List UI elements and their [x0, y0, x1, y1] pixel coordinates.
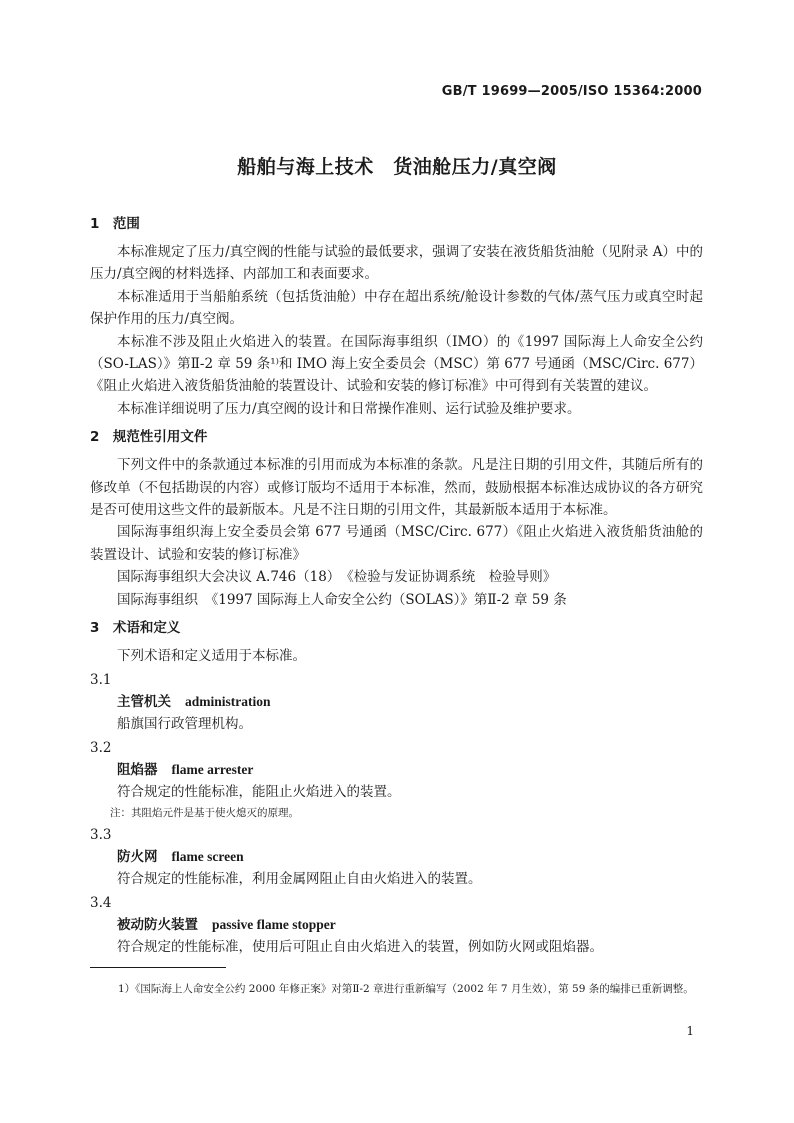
standard-number: GB/T 19699—2005/ISO 15364:2000	[441, 84, 702, 99]
term-name	[90, 846, 703, 868]
footnote-divider	[90, 967, 226, 968]
term-name-cn: 阻焰器	[117, 761, 158, 778]
term-definition: 符合规定的性能标准，能阻止火焰进入的装置。	[117, 783, 401, 800]
section-heading-normative-references: 2 规范性引用文件	[90, 429, 208, 446]
term-name-cn: 被动防火装置	[117, 916, 198, 933]
document-title: 船舶与海上技术 货油舱压力/真空阀	[237, 156, 557, 178]
term-definition: 船旗国行政管理机构。	[117, 715, 252, 732]
term-number: 3.2	[90, 739, 112, 756]
term-entry	[90, 825, 703, 891]
main-content	[90, 213, 703, 959]
term-entry	[90, 893, 703, 959]
scope-paragraph: 本标准详细说明了压力/真空阀的设计和日常操作准则、运行试验及维护要求。	[117, 400, 581, 417]
term-name-en: administration	[185, 693, 271, 709]
term-name	[90, 691, 703, 713]
term-name-en: passive flame stopper	[212, 916, 336, 932]
term-name-cn: 主管机关	[117, 693, 171, 710]
scope-paragraph: 本标准规定了压力/真空阀的性能与试验的最低要求，强调了安装在液货船货油舱（见附录 A）中的压力/真空阀的材料选择、内部加工和表面要求。	[90, 244, 703, 283]
scope-paragraph: 本标准不涉及阻止火焰进入的装置。在国际海事组织（IMO）的《1997 国际海上人命安全公约（SO-LAS）》第Ⅱ-2 章 59 条¹⁾和 IMO 海上安全委员会（MSC）第 677 号通函（MSC/Circ. 677）《阻止火焰进入液货船货油舱的装置设计、试验和安装的修订标准》中可得到有关装置的建议。	[90, 333, 703, 395]
term-definition: 符合规定的性能标准，利用金属网阻止自由火焰进入的装置。	[117, 870, 482, 887]
term-note: 注：其阻焰元件是基于使火熄灭的原理。	[110, 806, 299, 819]
term-name	[90, 759, 703, 781]
term-entry	[90, 670, 703, 736]
references-intro: 下列文件中的条款通过本标准的引用而成为本标准的条款。凡是注日期的引用文件，其随后所有的修改单（不包括勘误的内容）或修订版均不适用于本标准，然而，鼓励根据本标准达成协议的各方研究是否可使用这些文件的最新版本。凡是不注日期的引用文件，其最新版本适用于本标准。	[90, 457, 703, 519]
term-definition: 符合规定的性能标准，使用后可阻止自由火焰进入的装置，例如防火网或阻焰器。	[117, 938, 603, 955]
terms-intro: 下列术语和定义适用于本标准。	[117, 648, 306, 665]
term-name-en: flame screen	[171, 848, 244, 864]
reference-item: 国际海事组织 《1997 国际海上人命安全公约（SOLAS）》第Ⅱ-2 章 59 条	[117, 591, 567, 608]
term-number: 3.3	[90, 826, 112, 843]
page-number: 1	[686, 1024, 694, 1038]
section-heading-scope: 1 范围	[90, 216, 140, 232]
term-number: 3.4	[90, 894, 112, 911]
footnote: 1）《国际海上人命安全公约 2000 年修正案》对第Ⅱ-2 章进行重新编写（2002 年 7 月生效），第 59 条的编排已重新调整。	[118, 983, 694, 995]
term-entry	[90, 738, 703, 823]
section-heading-terms: 3 术语和定义	[90, 620, 181, 637]
term-name-cn: 防火网	[117, 848, 158, 865]
reference-item: 国际海事组织海上安全委员会第 677 号通函（MSC/Circ. 677）《阻止火焰进入液货船货油舱的装置设计、试验和安装的修订标准》	[90, 524, 703, 563]
term-name	[90, 914, 703, 936]
reference-item: 国际海事组织大会决议 A.746（18） 《检验与发证协调系统 检验导则》	[117, 569, 557, 586]
term-number: 3.1	[90, 671, 112, 688]
scope-paragraph: 本标准适用于当船舶系统（包括货油舱）中存在超出系统/舱设计参数的气体/蒸气压力或真空时起保护作用的压力/真空阀。	[90, 288, 703, 328]
term-name-en: flame arrester	[171, 761, 254, 777]
